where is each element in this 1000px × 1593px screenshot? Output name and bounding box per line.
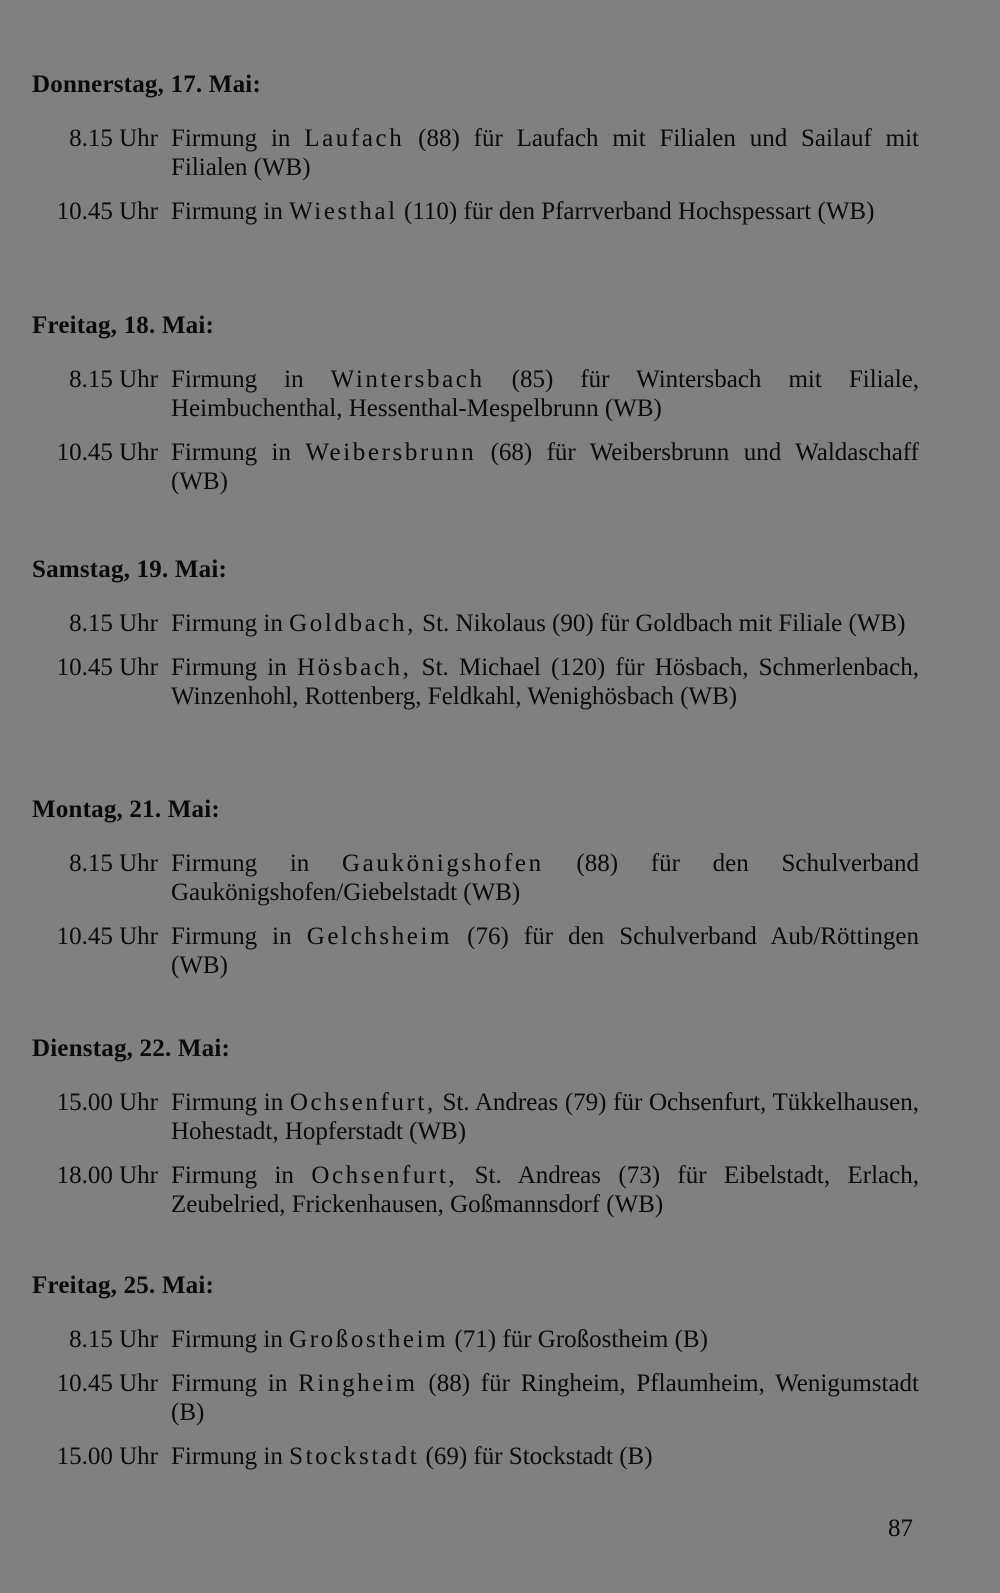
schedule-entry	[32, 1325, 932, 1354]
entry-prefix: Firmung in	[171, 1370, 299, 1397]
day-section	[32, 311, 932, 511]
entry-time: 10.45 Uhr	[56, 923, 158, 950]
entry-time: 10.45 Uhr	[56, 198, 158, 225]
entry-time: 8.15 Uhr	[69, 1326, 158, 1353]
day-heading: Freitag, 18. Mai:	[32, 312, 215, 339]
schedule-entry	[32, 124, 932, 182]
entry-time: 8.15 Uhr	[69, 850, 158, 877]
entry-place: Ochsenfurt,	[311, 1162, 458, 1189]
entry-prefix: Firmung in	[171, 610, 290, 637]
entry-prefix: Firmung in	[171, 1326, 290, 1353]
entry-place: Großostheim	[289, 1326, 449, 1353]
entry-time: 10.45 Uhr	[56, 1370, 158, 1397]
entry-place: Weibersbrunn	[305, 439, 477, 466]
entry-text	[171, 365, 919, 423]
day-heading: Freitag, 25. Mai:	[32, 1272, 215, 1299]
entry-place: Ringheim	[298, 1370, 418, 1397]
schedule-entry	[32, 1161, 932, 1219]
entry-list	[32, 1088, 932, 1219]
entry-description: (71) für Großostheim (B)	[448, 1326, 708, 1353]
schedule-entry	[32, 438, 932, 496]
entry-place: Wiesthal	[289, 198, 398, 225]
entry-text	[171, 1161, 919, 1219]
schedule-entry	[32, 197, 932, 226]
day-section	[32, 1034, 932, 1234]
entry-prefix: Firmung in	[171, 198, 290, 225]
entry-text	[171, 922, 919, 980]
schedule-entry	[32, 922, 932, 980]
entry-prefix: Firmung in	[171, 654, 297, 681]
entry-time: 18.00 Uhr	[56, 1162, 158, 1189]
entry-text	[171, 1325, 919, 1354]
entry-time: 8.15 Uhr	[69, 366, 158, 393]
entry-place: Gelchsheim	[306, 923, 453, 950]
entry-text	[171, 124, 919, 182]
entry-prefix: Firmung in	[171, 1162, 312, 1189]
entry-list	[32, 1325, 932, 1471]
entry-place: Hösbach,	[296, 654, 412, 681]
day-section	[32, 1271, 932, 1486]
entry-list	[32, 849, 932, 980]
entry-description: (68) für Weibersbrunn und Waldaschaff (WB)	[171, 439, 919, 495]
day-section	[32, 555, 932, 726]
entry-prefix: Firmung in	[171, 1443, 290, 1470]
entry-time: 15.00 Uhr	[56, 1443, 158, 1470]
entry-description: (88) für Laufach mit Filialen und Sailauf mit Filialen (WB)	[171, 125, 919, 181]
page-number: 87	[888, 1515, 913, 1542]
day-heading: Donnerstag, 17. Mai:	[32, 71, 261, 98]
day-section	[32, 70, 932, 241]
schedule-entry	[32, 1442, 932, 1471]
entry-place: Laufach	[304, 125, 405, 152]
entry-prefix: Firmung in	[171, 923, 307, 950]
schedule-entry	[32, 365, 932, 423]
entry-description: St. Michael (120) für Hösbach, Schmerlenbach, Winzenhohl, Rottenberg, Feldkahl, Wenighösbach (WB)	[171, 654, 919, 710]
entry-text	[171, 438, 919, 496]
entry-text	[171, 653, 919, 711]
entry-prefix: Firmung in	[171, 850, 343, 877]
entry-text	[171, 1442, 919, 1471]
entry-place: Wintersbach	[330, 366, 485, 393]
schedule-entry	[32, 1088, 932, 1146]
entry-prefix: Firmung in	[171, 366, 331, 393]
entry-place: Stockstadt	[289, 1443, 420, 1470]
entry-place: Ochsenfurt,	[289, 1089, 436, 1116]
entry-text	[171, 1369, 919, 1427]
entry-description: (69) für Stockstadt (B)	[419, 1443, 653, 1470]
entry-description: (110) für den Pfarrverband Hochspessart (WB)	[397, 198, 875, 225]
schedule-entry	[32, 609, 932, 638]
entry-description: (85) für Wintersbach mit Filiale, Heimbuchenthal, Hessenthal-Mespelbrunn (WB)	[171, 366, 919, 422]
entry-list	[32, 124, 932, 226]
entry-list	[32, 609, 932, 711]
entry-time: 15.00 Uhr	[56, 1089, 158, 1116]
entry-time: 10.45 Uhr	[56, 439, 158, 466]
entry-time: 8.15 Uhr	[69, 610, 158, 637]
entry-description: (76) für den Schulverband Aub/Röttingen (WB)	[171, 923, 919, 979]
entry-description: (88) für Ringheim, Pflaumheim, Wenigumstadt (B)	[171, 1370, 919, 1426]
entry-prefix: Firmung in	[171, 439, 306, 466]
entry-time: 8.15 Uhr	[69, 125, 158, 152]
entry-text	[171, 609, 919, 638]
entry-description: St. Andreas (73) für Eibelstadt, Erlach, Zeubelried, Frickenhausen, Goßmannsdorf (WB)	[171, 1162, 919, 1218]
entry-description: (88) für den Schulverband Gaukönigshofen/Giebelstadt (WB)	[171, 850, 919, 906]
day-section	[32, 795, 932, 995]
entry-prefix: Firmung in	[171, 1089, 290, 1116]
entry-description: St. Andreas (79) für Ochsenfurt, Tükkelhausen, Hohestadt, Hopferstadt (WB)	[171, 1089, 919, 1145]
day-heading: Montag, 21. Mai:	[32, 796, 220, 823]
entry-description: St. Nikolaus (90) für Goldbach mit Filiale (WB)	[415, 610, 906, 637]
day-heading: Samstag, 19. Mai:	[32, 556, 228, 583]
schedule-entry	[32, 849, 932, 907]
entry-place: Goldbach,	[289, 610, 416, 637]
schedule-entry	[32, 653, 932, 711]
entry-prefix: Firmung in	[171, 125, 305, 152]
entry-place: Gaukönigshofen	[342, 850, 544, 877]
day-heading: Dienstag, 22. Mai:	[32, 1035, 231, 1062]
entry-time: 10.45 Uhr	[56, 654, 158, 681]
schedule-entry	[32, 1369, 932, 1427]
entry-text	[171, 197, 919, 226]
entry-text	[171, 1088, 919, 1146]
entry-list	[32, 365, 932, 496]
entry-text	[171, 849, 919, 907]
